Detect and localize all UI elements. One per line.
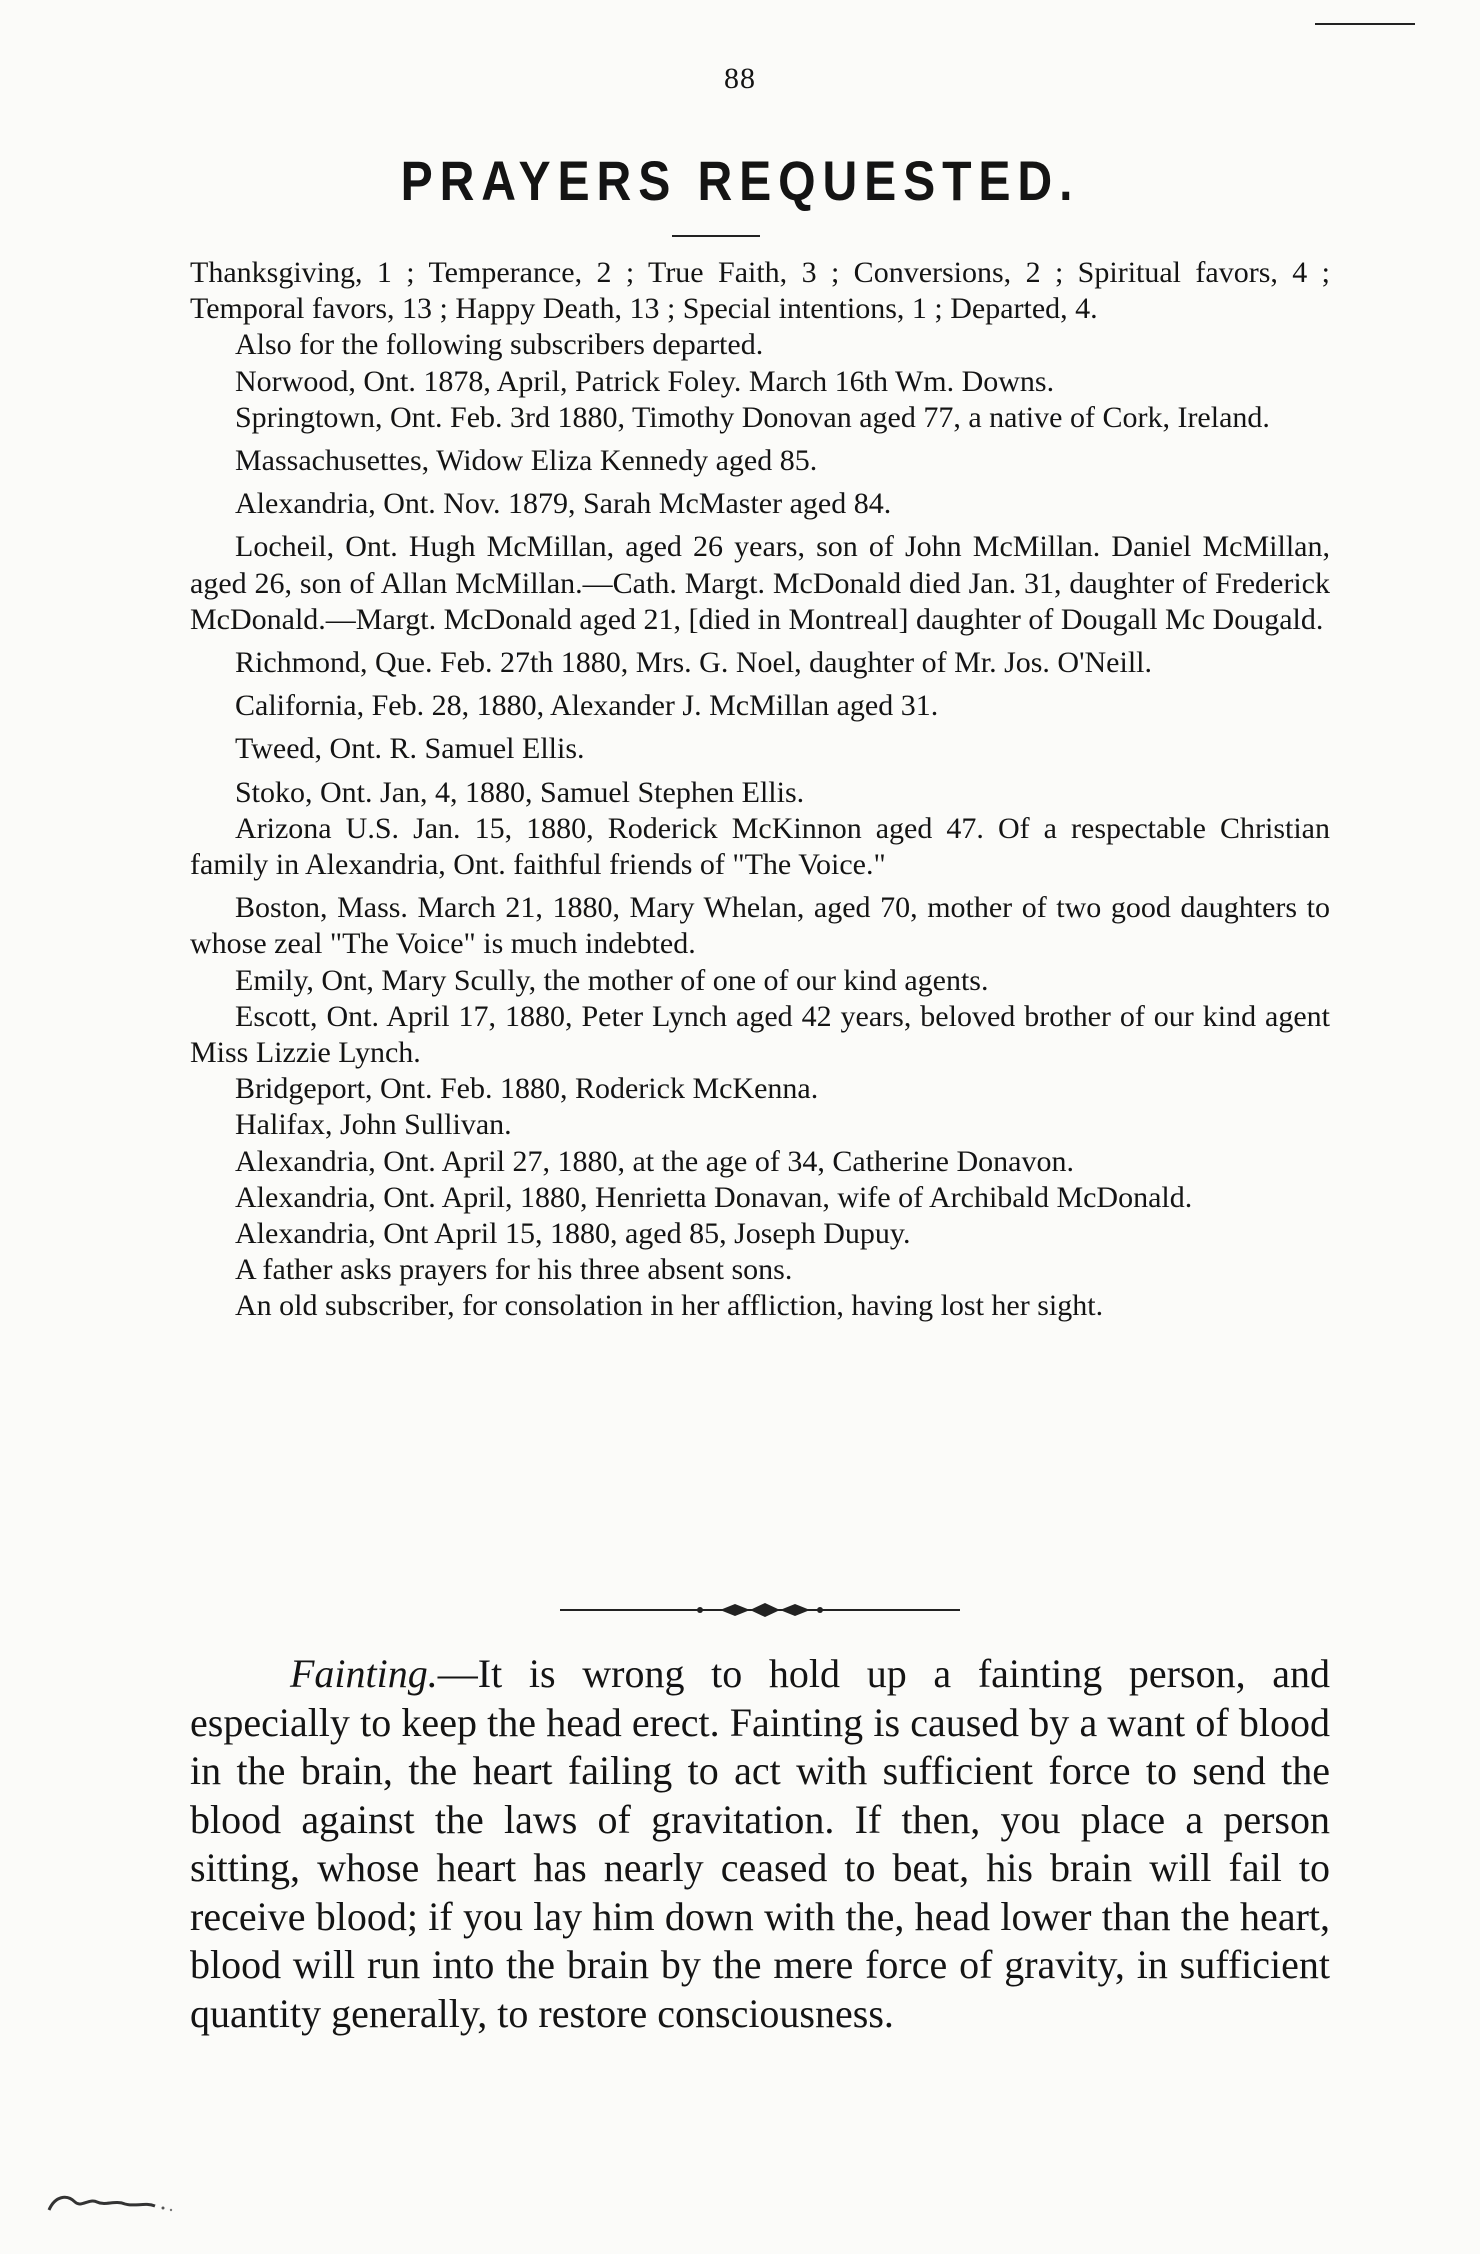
prayers-list (190, 255, 1330, 1325)
prayer-entry: Emily, Ont, Mary Scully, the mother of one of our kind agents. (235, 963, 989, 997)
prayer-entry: Alexandria, Ont. Nov. 1879, Sarah McMaster aged 84. (235, 487, 892, 521)
prayer-entry: Thanksgiving, 1 ; Temperance, 2 ; True Faith, 3 ; Conversions, 2 ; Spiritual favors, 4 ; Temporal favors, 13 ; Happy Death, 13 ; Special intentions, 1 ; Departed, 4. (190, 256, 1330, 326)
page-number: 88 (724, 62, 756, 95)
fainting-article (190, 1650, 1330, 2038)
prayer-entry: Alexandria, Ont. April 27, 1880, at the age of 34, Catherine Donavon. (235, 1144, 1074, 1178)
prayer-entry: Halifax, John Sullivan. (235, 1108, 512, 1142)
section-divider-ornament (560, 1600, 960, 1620)
prayer-entry: Norwood, Ont. 1878, April, Patrick Foley. March 16th Wm. Downs. (235, 364, 1055, 398)
heading-rule (672, 235, 760, 237)
prayer-entry: Richmond, Que. Feb. 27th 1880, Mrs. G. Noel, daughter of Mr. Jos. O'Neill. (235, 646, 1152, 680)
prayer-entry: Locheil, Ont. Hugh McMillan, aged 26 years, son of John McMillan. Daniel McMillan, aged 26, son of Allan McMillan.—Cath. Margt. McDonald died Jan. 31, daughter of Frederick McDonald.—Margt. McDonald aged 21, [died in Montreal] daughter of Dougall Mc Dougald. (190, 530, 1330, 636)
prayer-entry: California, Feb. 28, 1880, Alexander J. McMillan aged 31. (235, 689, 939, 723)
prayer-entry: Also for the following subscribers departed. (235, 328, 764, 362)
prayer-entry: Alexandria, Ont. April, 1880, Henrietta Donavan, wife of Archibald McDonald. (235, 1180, 1193, 1214)
article-paragraph (190, 1650, 1330, 2038)
article-body: —It is wrong to hold up a fainting person, and especially to keep the head erect. Fainting is caused by a want of blood in the brain, the heart failing to act with sufficient force to send the blood against the laws of gravitation. If then, you place a person sitting, whose heart has nearly ceased to beat, his brain will fail to receive blood; if you lay him down with the, head lower than the heart, blood will run into the brain by the mere force of gravity, in sufficient quantity generally, to restore consciousness. (190, 1651, 1330, 2036)
prayer-entry: An old subscriber, for consolation in her affliction, having lost her sight. (235, 1289, 1104, 1323)
printer-mark-icon (45, 2190, 185, 2216)
prayer-entry: Bridgeport, Ont. Feb. 1880, Roderick McKenna. (235, 1072, 819, 1106)
top-edge-rule (1315, 23, 1415, 25)
prayer-entry: Arizona U.S. Jan. 15, 1880, Roderick McKinnon aged 47. Of a respectable Christian family in Alexandria, Ont. faithful friends of "The Voice." (190, 811, 1330, 882)
prayer-entry: Stoko, Ont. Jan, 4, 1880, Samuel Stephen Ellis. (235, 775, 805, 809)
prayer-entry: Massachusettes, Widow Eliza Kennedy aged 85. (235, 444, 818, 478)
prayer-entry: Alexandria, Ont April 15, 1880, aged 85, Joseph Dupuy. (235, 1217, 911, 1251)
prayer-entry: Escott, Ont. April 17, 1880, Peter Lynch aged 42 years, beloved brother of our kind agent Miss Lizzie Lynch. (190, 999, 1330, 1070)
prayer-entry: Springtown, Ont. Feb. 3rd 1880, Timothy Donovan aged 77, a native of Cork, Ireland. (235, 400, 1270, 434)
prayer-entry: Boston, Mass. March 21, 1880, Mary Whelan, aged 70, mother of two good daughters to whose zeal "The Voice" is much indebted. (190, 891, 1330, 961)
prayer-entry: A father asks prayers for his three absent sons. (235, 1253, 793, 1287)
page-heading: PRAYERS REQUESTED. (400, 149, 1080, 212)
prayer-entry: Tweed, Ont. R. Samuel Ellis. (235, 732, 585, 766)
article-title: Fainting. (290, 1651, 438, 1696)
